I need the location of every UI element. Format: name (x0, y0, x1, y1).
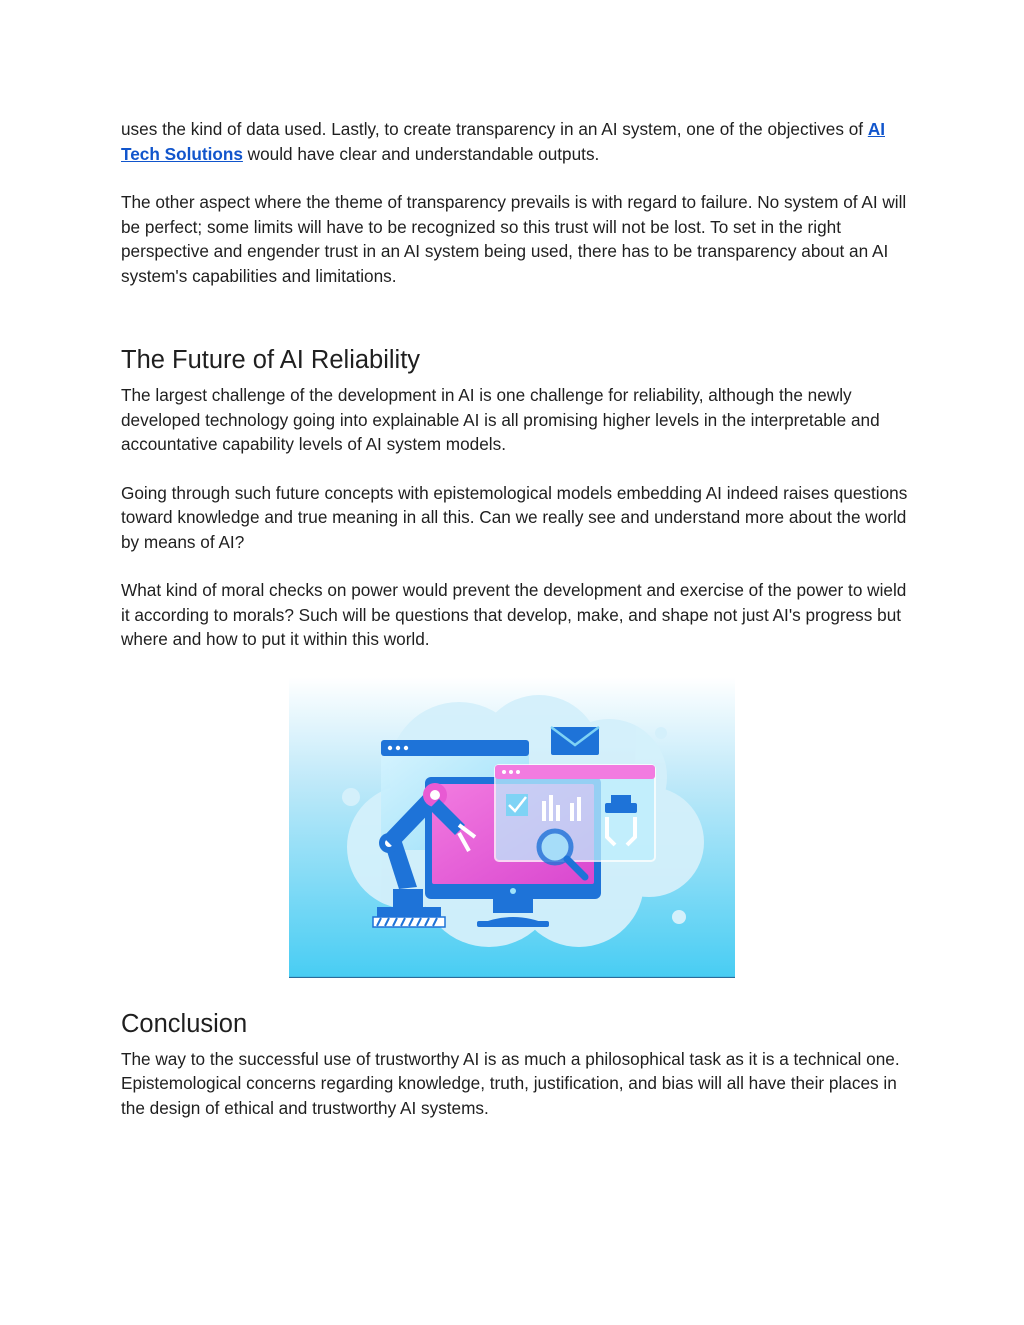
intro-paragraph-1 (121, 117, 911, 166)
intro-paragraph-2: The other aspect where the theme of transparency prevails is with regard to failure. No system of AI will be perfect; some limits will have to be recognized so this trust will not be lost. To set in the right perspective and engender trust in an AI system being used, there has to be transparency about an AI system's capabilities and limitations. (121, 192, 907, 286)
conclusion-paragraph-1: The way to the successful use of trustworthy AI is as much a philosophical task as it is a technical one. Epistemological concerns regarding knowledge, truth, justification, and bias will all have their places in the design of ethical and trustworthy AI systems. (121, 1048, 900, 1118)
ai-tech-solutions-link[interactable]: AI Tech Solutions (121, 119, 885, 164)
future-paragraph-1: The largest challenge of the development in AI is one challenge for reliability, although the newly developed technology going into explainable AI is all promising higher levels in the interpretable and accountative capability levels of AI system models. (121, 385, 880, 454)
future-heading: The Future of AI Reliability (121, 346, 421, 374)
intro-text-before-link: uses the kind of data used. Lastly, to create transparency in an AI system, one of the objectives of (121, 119, 868, 139)
future-paragraph-3: What kind of moral checks on power would prevent the development and exercise of the power to wield it according to morals? Such will be questions that develop, make, and shape not just AI's progress but where and how to put it within this world. (121, 580, 907, 649)
document-page (121, 117, 911, 1120)
robot-arm-computer-illustration-icon (289, 677, 735, 978)
ai-illustration (289, 677, 735, 978)
conclusion-heading: Conclusion (121, 1009, 248, 1038)
future-paragraph-2: Going through such future concepts with epistemological models embedding AI indeed raises questions toward knowledge and true meaning in all this. Can we really see and understand more about the world by means of AI? (121, 482, 908, 552)
intro-text-after-link: would have clear and understandable outputs. (242, 143, 600, 164)
envelope-icon (551, 727, 599, 755)
